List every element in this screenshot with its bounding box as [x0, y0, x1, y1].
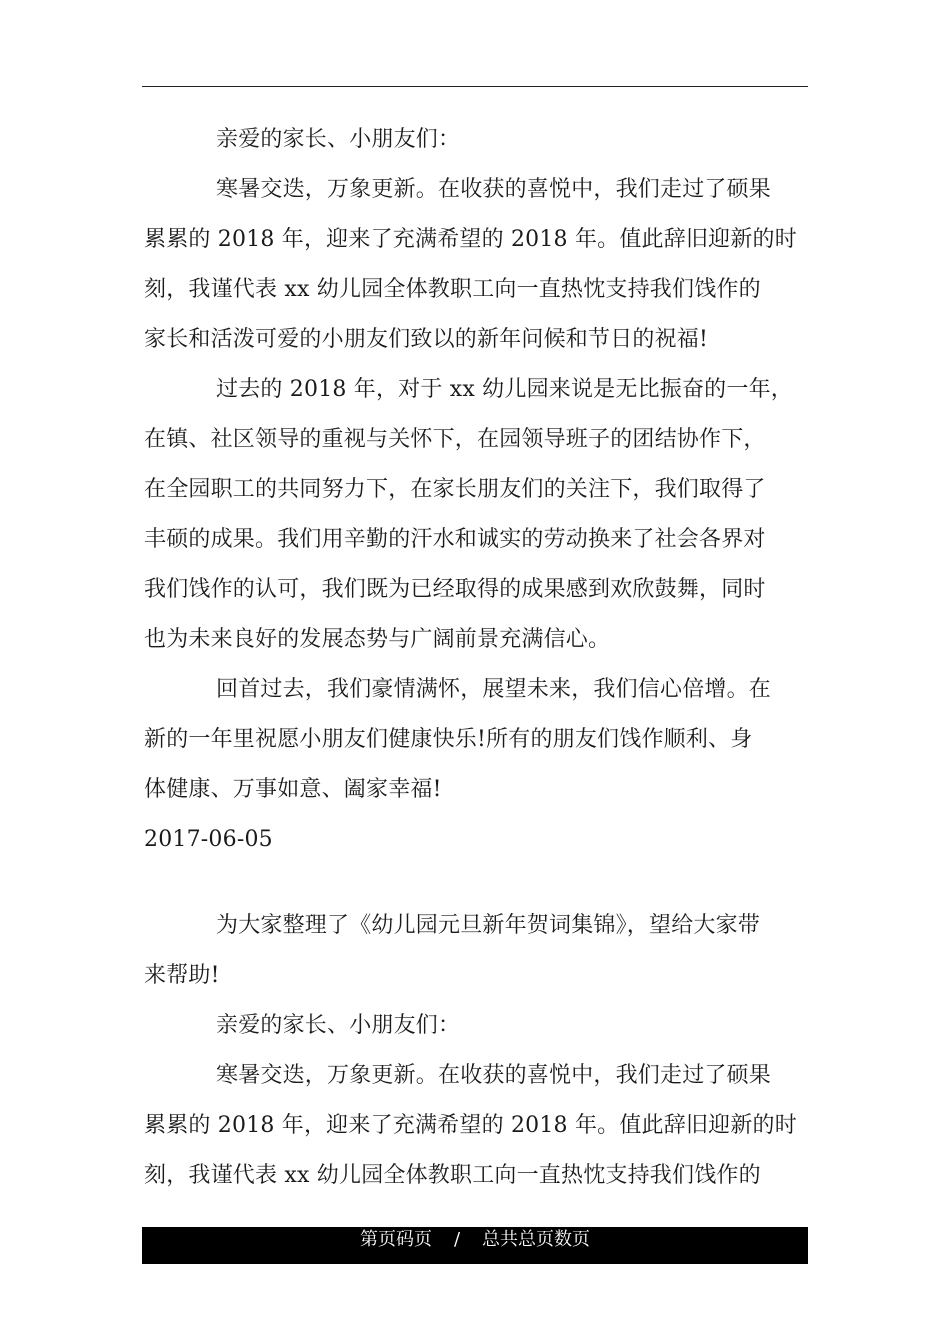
paragraph-line: 刻，我谨代表 xx 幼儿园全体教职工向一直热忱支持我们饯作的	[144, 1163, 761, 1188]
paragraph-line: 寒暑交迭，万象更新。在收获的喜悦中，我们走过了硕果	[216, 177, 772, 202]
paragraph-line: 刻，我谨代表 xx 幼儿园全体教职工向一直热忱支持我们饯作的	[144, 277, 761, 302]
document-body	[144, 115, 808, 1201]
paragraph-line: 我们饯作的认可，我们既为已经取得的成果感到欢欣鼓舞，同时	[144, 577, 766, 602]
footer-separator: /	[453, 1229, 461, 1250]
paragraph-line: 累累的 2018 年，迎来了充满希望的 2018 年。值此辞旧迎新的时	[144, 227, 797, 252]
intro-line: 为大家整理了《幼儿园元旦新年贺词集锦》，望给大家带	[216, 913, 761, 938]
paragraph-line: 寒暑交迭，万象更新。在收获的喜悦中，我们走过了硕果	[216, 1063, 772, 1088]
paragraph-line: 回首过去，我们豪情满怀，展望未来，我们信心倍增。在	[216, 677, 772, 702]
paragraph-line: 在镇、社区领导的重视与关怀下，在园领导班子的团结协作下，	[144, 427, 766, 452]
section-gap	[144, 865, 808, 901]
document-date: 2017-06-05	[144, 827, 273, 852]
header-rule	[142, 86, 808, 87]
paragraph-line: 新的一年里祝愿小朋友们健康快乐!所有的朋友们饯作顺利、身	[144, 727, 753, 752]
paragraph-line: 累累的 2018 年，迎来了充满希望的 2018 年。值此辞旧迎新的时	[144, 1113, 797, 1138]
paragraph-line: 也为未来良好的发展态势与广阔前景充满信心。	[144, 627, 611, 652]
paragraph-line: 家长和活泼可爱的小朋友们致以的新年问候和节日的祝福!	[144, 327, 709, 352]
paragraph-line: 丰硕的成果。我们用辛勤的汗水和诚实的劳动换来了社会各界对	[144, 527, 766, 552]
intro-line: 来帮助!	[144, 963, 220, 988]
paragraph-line: 体健康、万事如意、阖家幸福!	[144, 777, 442, 802]
paragraph-line: 过去的 2018 年，对于 xx 幼儿园来说是无比振奋的一年，	[216, 377, 793, 402]
page-footer	[142, 1227, 808, 1264]
paragraph-line: 在全园职工的共同努力下，在家长朋友们的关注下，我们取得了	[144, 477, 766, 502]
footer-total-label: 总共总页数页	[482, 1229, 591, 1250]
greeting: 亲爱的家长、小朋友们：	[216, 127, 461, 152]
footer-page-label: 第页码页	[359, 1229, 432, 1250]
greeting: 亲爱的家长、小朋友们：	[216, 1013, 461, 1038]
